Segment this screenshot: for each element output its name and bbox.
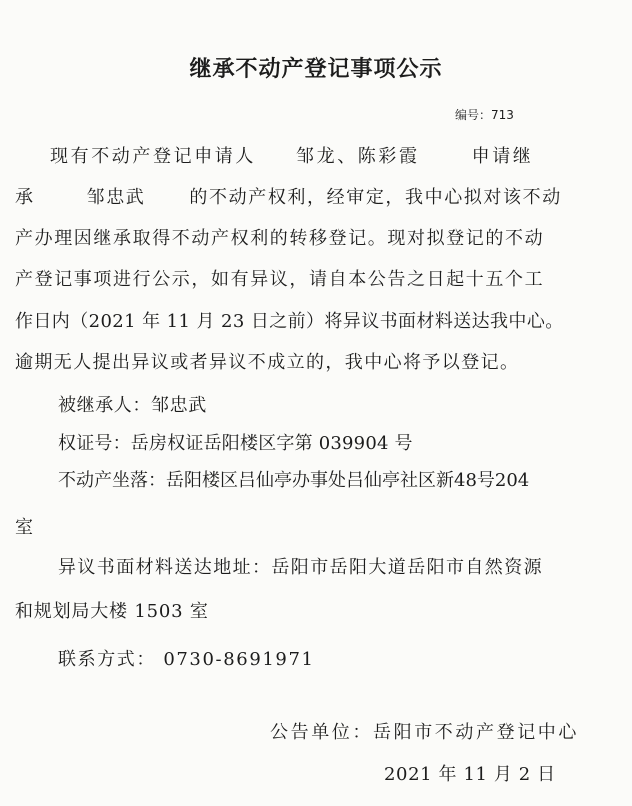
applicant-names: 邹龙、陈彩霞 <box>296 146 420 167</box>
location-line-2: 室 <box>15 517 33 538</box>
apply-text: 申请继 <box>471 146 534 167</box>
apply-text-cont: 承 <box>15 187 35 208</box>
deceased-name: 邹忠武 <box>86 187 146 208</box>
body-line-5: 作日内（2021 年 11 月 23 日之前）将异议书面材料送达我中心。 <box>15 311 564 332</box>
body-line-1 <box>50 145 533 169</box>
notice-title: 继承不动产登记事项公示 <box>189 57 443 82</box>
document-number: 编号：713 <box>455 108 514 122</box>
certificate-line: 权证号：岳房权证岳阳楼区字第 039904 号 <box>58 433 413 454</box>
applicant-prefix: 现有不动产登记申请人 <box>50 146 256 167</box>
date-line: 2021 年 11 月 2 日 <box>384 764 556 785</box>
contact-line: 联系方式： 0730-8691971 <box>58 649 315 670</box>
body-line-4: 产登记事项进行公示，如有异议，请自本公告之日起十五个工 <box>15 269 545 290</box>
objection-address-line-2: 和规划局大楼 1503 室 <box>15 601 209 622</box>
body-line-2 <box>15 186 562 210</box>
publisher-line: 公告单位：岳阳市不动产登记中心 <box>270 722 579 743</box>
objection-address-line-1: 异议书面材料送达地址：岳阳市岳阳大道岳阳市自然资源 <box>58 557 543 578</box>
body-line-6: 逾期无人提出异议或者异议不成立的，我中心将予以登记。 <box>15 352 520 373</box>
body-line-2-rest: 的不动产权利，经审定，我中心拟对该不动 <box>189 187 562 208</box>
inheritee-line: 被继承人：邹忠武 <box>58 395 207 416</box>
body-line-3: 产办理因继承取得不动产权利的转移登记。现对拟登记的不动 <box>15 228 545 249</box>
location-line-1: 不动产坐落：岳阳楼区吕仙亭办事处吕仙亭社区新48号204 <box>58 470 530 491</box>
